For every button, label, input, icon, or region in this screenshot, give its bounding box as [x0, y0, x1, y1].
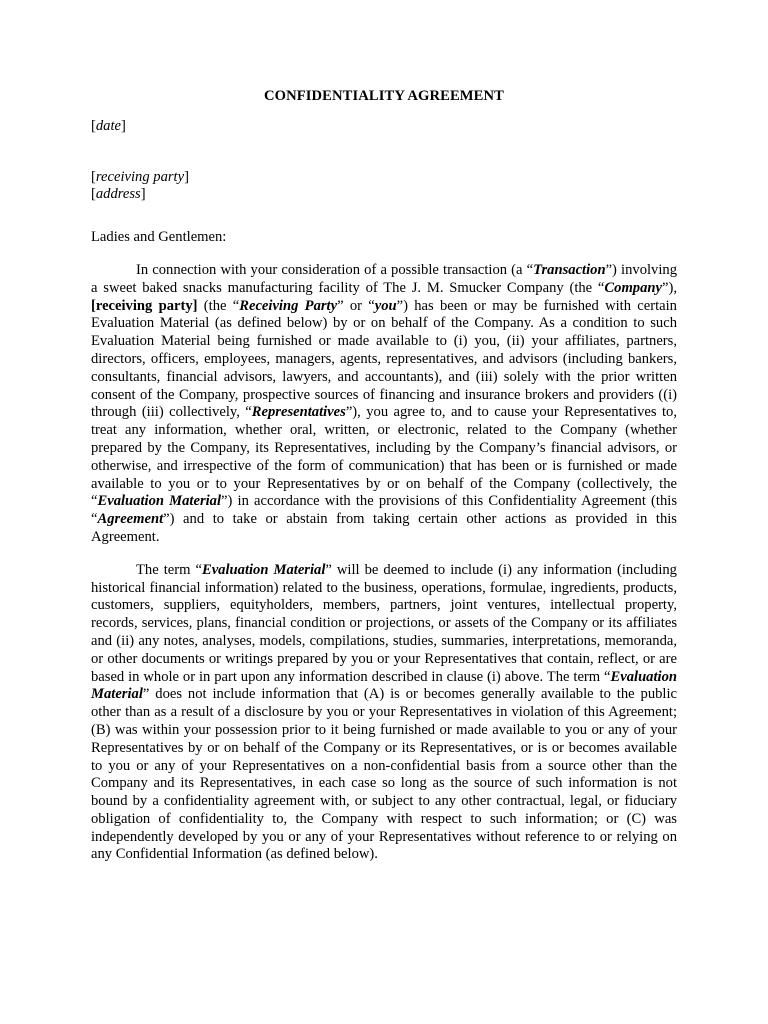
spacer: [91, 204, 677, 229]
p2-text-1: The term “: [136, 561, 202, 578]
defined-term-evaluation-material: Evaluation Material: [97, 493, 222, 510]
defined-term-agreement: Agreement: [97, 511, 164, 528]
defined-term-receiving-party: Receiving Party: [239, 297, 338, 314]
p1-text-4: (the “: [197, 297, 240, 314]
document-body: [91, 88, 677, 879]
p1-text-5: ” or “: [337, 297, 375, 314]
paragraph-2: [91, 562, 677, 865]
receiving-party-placeholder: receiving party: [95, 168, 185, 185]
date-line: [date]: [91, 117, 126, 134]
address-line: [address]: [91, 186, 146, 203]
defined-term-you: you: [374, 297, 397, 314]
p1-text-1: In connection with your consideration of a possible transaction (a “: [136, 261, 534, 278]
page-title: CONFIDENTIALITY AGREEMENT: [264, 88, 504, 104]
p1-text-9: ”) and to take or abstain from taking certain other actions as provided in this Agreement.: [91, 511, 677, 545]
spacer: [91, 136, 677, 169]
salutation: Ladies and Gentlemen:: [91, 229, 227, 246]
p2-text-3: ” does not include information that (A) is or becomes generally available to the public other than as a result of a disclosure by you or your Representatives in violation of this Agreement; (B) was within your possession prior to it being furnished or made available to you or any of your Representatives by or on behalf of the Company or its Representatives, or is or becomes available to you or any of your Representatives on a non-confidential basis from a source other than the Company and its Representatives, in each case so long as the source of such information is not bound by a confidentiality agreement with, or subject to any other contractual, legal, or fiduciary obligation of confidentiality to, the Company with respect to such information; or (C) was independently developed by you or any of your Representatives without reference to or relying on any Confidential Information (as defined below).: [91, 686, 677, 863]
recipient-line: [receiving party]: [91, 168, 189, 185]
receiving-party-bracket: [receiving party]: [91, 297, 198, 314]
defined-term-evaluation-material-1: Evaluation Material: [201, 561, 326, 578]
p1-text-8: ”) in accordance with the provisions of this Confidentiality Agreement (this “: [91, 493, 677, 528]
p1-text-7: ”), you agree to, and to cause your Representatives to, treat any information, whether oral, written, or electronic, related to the Company (whether prepared by the Company, its Representatives, including by the Company’s financial advisors, or otherwise, and irrespective of the form of communication) that has been or is furnished or made available to you or to your Representatives by or on behalf of the Company (collectively, the “: [91, 404, 677, 510]
address-placeholder: address: [95, 186, 141, 203]
defined-term-evaluation-material-2: Evaluation Material: [91, 668, 677, 703]
defined-term-transaction: Transaction: [533, 261, 606, 278]
paragraph-1: [91, 262, 677, 547]
defined-term-company: Company: [604, 279, 662, 296]
date-placeholder: date: [95, 117, 122, 134]
p1-text-3: ”),: [662, 279, 677, 296]
p2-text-2: ” will be deemed to include (i) any information (including historical financial information) related to the business, operations, formulae, ingredients, products, customers, suppliers, equityholders, members, partners, joint ventures, intellectual property, records, services, plans, financial condition or projections, or assets of the Company or its affiliates and (ii) any notes, analyses, models, compilations, studies, summaries, interpretations, memoranda, or other documents or writings prepared by you or your Representatives that contain, reflect, or are based in whole or in part upon any information described in clause (i) above. The term “: [91, 561, 677, 685]
p1-text-6: ”) has been or may be furnished with certain Evaluation Material (as defined below) by or on behalf of the Company. As a condition to such Evaluation Material being furnished or made available to (i) you, (ii) your affiliates, partners, directors, officers, employees, managers, agents, representatives, and advisors (including bankers, consultants, financial advisors, lawyers, and accountants), and (iii) solely with the prior written consent of the Company, prospective sources of financing and insurance brokers and providers ((i) through (iii) collectively, “: [91, 297, 677, 421]
p1-text-2: ”) involving a sweet baked snacks manufacturing facility of The J. M. Smucker Company (the “: [91, 261, 677, 296]
defined-term-representatives: Representatives: [251, 404, 346, 421]
